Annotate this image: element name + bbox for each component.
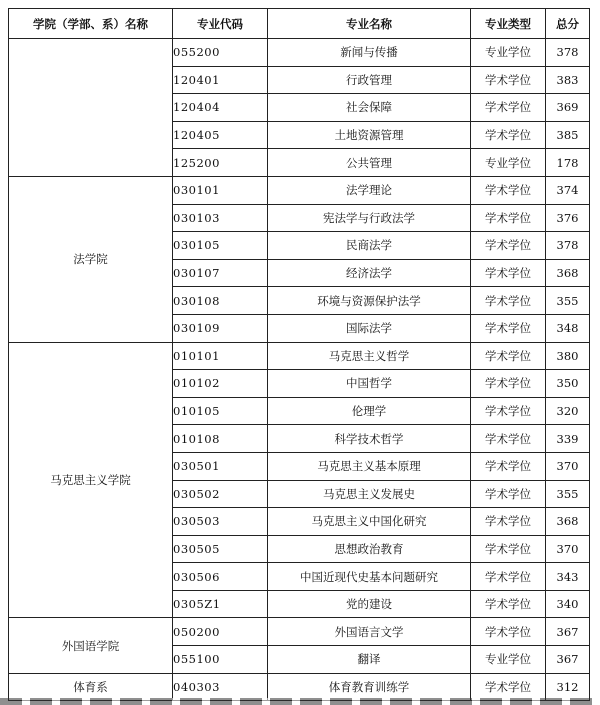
college-name-cell	[9, 39, 173, 177]
table-row	[9, 342, 590, 370]
major-type-cell: 学术学位	[471, 259, 546, 287]
header-name: 专业名称	[268, 9, 471, 39]
total-score-cell: 380	[546, 342, 590, 370]
major-name-cell: 翻译	[268, 646, 471, 674]
major-code-cell: 125200	[173, 149, 268, 177]
major-type-cell: 学术学位	[471, 287, 546, 315]
major-code-cell: 0305Z1	[173, 590, 268, 618]
major-name-cell: 国际法学	[268, 314, 471, 342]
total-score-cell: 368	[546, 508, 590, 536]
cropped-text-line	[0, 698, 600, 705]
total-score-cell: 378	[546, 232, 590, 260]
major-name-cell: 科学技术哲学	[268, 425, 471, 453]
major-code-cell: 120404	[173, 94, 268, 122]
major-code-cell: 010105	[173, 397, 268, 425]
total-score-cell: 368	[546, 259, 590, 287]
table-row	[9, 673, 590, 701]
total-score-cell: 340	[546, 590, 590, 618]
major-type-cell: 专业学位	[471, 646, 546, 674]
major-name-cell: 社会保障	[268, 94, 471, 122]
total-score-cell: 370	[546, 535, 590, 563]
total-score-cell: 343	[546, 563, 590, 591]
major-type-cell: 学术学位	[471, 314, 546, 342]
major-type-cell: 专业学位	[471, 149, 546, 177]
major-type-cell: 学术学位	[471, 425, 546, 453]
table-row	[9, 39, 590, 67]
total-score-cell: 367	[546, 646, 590, 674]
major-name-cell: 体育教育训练学	[268, 673, 471, 701]
major-name-cell: 宪法学与行政法学	[268, 204, 471, 232]
major-code-cell: 030108	[173, 287, 268, 315]
major-type-cell: 学术学位	[471, 508, 546, 536]
header-college: 学院（学部、系）名称	[9, 9, 173, 39]
major-name-cell: 伦理学	[268, 397, 471, 425]
major-type-cell: 学术学位	[471, 590, 546, 618]
major-type-cell: 学术学位	[471, 480, 546, 508]
major-name-cell: 党的建设	[268, 590, 471, 618]
major-name-cell: 马克思主义发展史	[268, 480, 471, 508]
total-score-cell: 350	[546, 370, 590, 398]
major-type-cell: 学术学位	[471, 94, 546, 122]
major-type-cell: 学术学位	[471, 66, 546, 94]
major-code-cell: 010108	[173, 425, 268, 453]
major-code-cell: 030105	[173, 232, 268, 260]
major-type-cell: 专业学位	[471, 39, 546, 67]
major-name-cell: 马克思主义中国化研究	[268, 508, 471, 536]
major-type-cell: 学术学位	[471, 618, 546, 646]
major-name-cell: 土地资源管理	[268, 121, 471, 149]
major-code-cell: 050200	[173, 618, 268, 646]
total-score-cell: 378	[546, 39, 590, 67]
major-name-cell: 环境与资源保护法学	[268, 287, 471, 315]
major-name-cell: 思想政治教育	[268, 535, 471, 563]
major-code-cell: 120405	[173, 121, 268, 149]
header-code: 专业代码	[173, 9, 268, 39]
major-code-cell: 055200	[173, 39, 268, 67]
major-code-cell: 030503	[173, 508, 268, 536]
major-name-cell: 马克思主义基本原理	[268, 452, 471, 480]
major-name-cell: 中国哲学	[268, 370, 471, 398]
total-score-cell: 369	[546, 94, 590, 122]
table-row	[9, 176, 590, 204]
total-score-cell: 367	[546, 618, 590, 646]
major-code-cell: 030501	[173, 452, 268, 480]
total-score-cell: 355	[546, 480, 590, 508]
college-name-cell: 外国语学院	[9, 618, 173, 673]
total-score-cell: 383	[546, 66, 590, 94]
major-type-cell: 学术学位	[471, 563, 546, 591]
major-type-cell: 学术学位	[471, 397, 546, 425]
major-type-cell: 学术学位	[471, 673, 546, 701]
college-name-cell: 马克思主义学院	[9, 342, 173, 618]
header-score: 总分	[546, 9, 590, 39]
major-code-cell: 030502	[173, 480, 268, 508]
table-row	[9, 618, 590, 646]
total-score-cell: 376	[546, 204, 590, 232]
major-name-cell: 新闻与传播	[268, 39, 471, 67]
total-score-cell: 312	[546, 673, 590, 701]
major-code-cell: 010101	[173, 342, 268, 370]
major-code-cell: 030109	[173, 314, 268, 342]
total-score-cell: 339	[546, 425, 590, 453]
major-code-cell: 030101	[173, 176, 268, 204]
major-type-cell: 学术学位	[471, 121, 546, 149]
total-score-cell: 385	[546, 121, 590, 149]
total-score-cell: 348	[546, 314, 590, 342]
header-row	[9, 9, 590, 39]
major-name-cell: 法学理论	[268, 176, 471, 204]
major-name-cell: 中国近现代史基本问题研究	[268, 563, 471, 591]
major-code-cell: 030505	[173, 535, 268, 563]
major-type-cell: 学术学位	[471, 232, 546, 260]
major-type-cell: 学术学位	[471, 370, 546, 398]
major-type-cell: 学术学位	[471, 452, 546, 480]
admission-score-table	[8, 8, 590, 701]
major-name-cell: 外国语言文学	[268, 618, 471, 646]
major-type-cell: 学术学位	[471, 176, 546, 204]
total-score-cell: 178	[546, 149, 590, 177]
major-code-cell: 030103	[173, 204, 268, 232]
major-name-cell: 行政管理	[268, 66, 471, 94]
header-type: 专业类型	[471, 9, 546, 39]
major-type-cell: 学术学位	[471, 342, 546, 370]
major-type-cell: 学术学位	[471, 204, 546, 232]
major-name-cell: 马克思主义哲学	[268, 342, 471, 370]
table-body	[9, 39, 590, 701]
major-name-cell: 公共管理	[268, 149, 471, 177]
total-score-cell: 374	[546, 176, 590, 204]
major-code-cell: 030107	[173, 259, 268, 287]
major-code-cell: 040303	[173, 673, 268, 701]
major-name-cell: 经济法学	[268, 259, 471, 287]
total-score-cell: 320	[546, 397, 590, 425]
major-code-cell: 010102	[173, 370, 268, 398]
major-code-cell: 055100	[173, 646, 268, 674]
major-code-cell: 030506	[173, 563, 268, 591]
total-score-cell: 355	[546, 287, 590, 315]
major-code-cell: 120401	[173, 66, 268, 94]
major-type-cell: 学术学位	[471, 535, 546, 563]
total-score-cell: 370	[546, 452, 590, 480]
college-name-cell: 体育系	[9, 673, 173, 701]
major-name-cell: 民商法学	[268, 232, 471, 260]
college-name-cell: 法学院	[9, 176, 173, 342]
